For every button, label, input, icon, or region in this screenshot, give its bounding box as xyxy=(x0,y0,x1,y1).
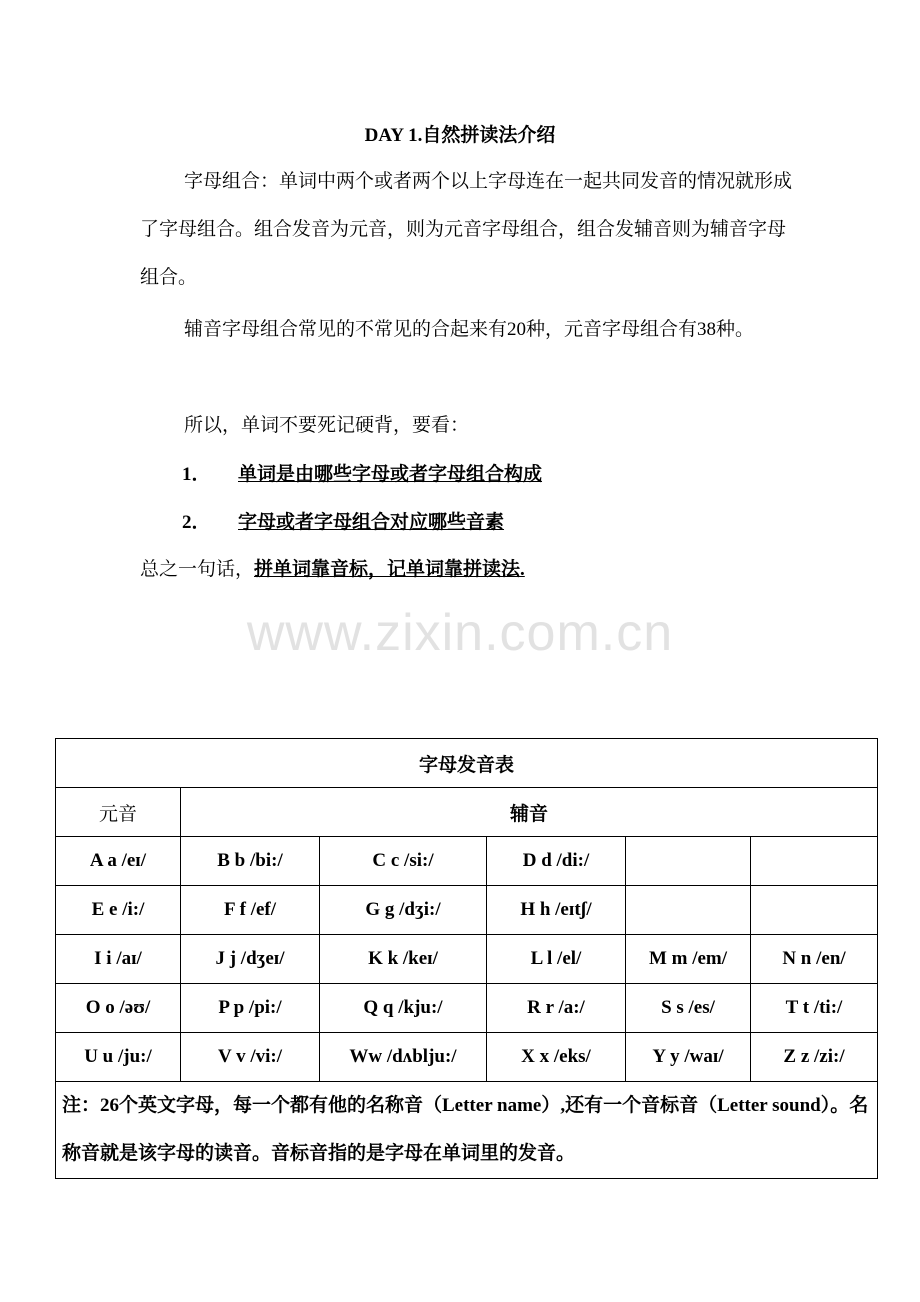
table-row xyxy=(56,1033,878,1082)
table-row xyxy=(56,788,878,837)
consonant-cell xyxy=(751,837,878,886)
consonant-cell: T t /ti:/ xyxy=(751,984,878,1033)
consonant-cell: N n /en/ xyxy=(751,935,878,984)
consonant-cell: Ww /dʌblju:/ xyxy=(320,1033,487,1082)
paragraph-so: 所以，单词不要死记硬背，要看： xyxy=(184,415,470,436)
paragraph-letter-combination: 字母组合：单词中两个或者两个以上字母连在一起共同发音的情况就形成了字母组合。组合发音为元音，则为元音字母组合，组合发辅音则为辅音字母组合。 xyxy=(140,171,793,288)
vowel-cell: O o /əʊ/ xyxy=(56,984,181,1033)
table-title: 字母发音表 xyxy=(56,739,878,788)
consonant-cell: S s /es/ xyxy=(626,984,751,1033)
list-text: 单词是由哪些字母或者字母组合构成 xyxy=(238,464,543,485)
consonant-cell: X x /eks/ xyxy=(487,1033,626,1082)
consonant-cell: V v /vi:/ xyxy=(181,1033,320,1082)
paragraph-combination-counts: 辅音字母组合常见的不常见的合起来有20种，元音字母组合有38种。 xyxy=(184,319,755,340)
alphabet-pronunciation-table xyxy=(55,738,878,1179)
consonant-cell: G g /dʒi:/ xyxy=(320,886,487,935)
summary-line xyxy=(140,558,525,582)
vowel-cell: E e /i:/ xyxy=(56,886,181,935)
summary-emphasis: 拼单词靠音标，记单词靠拼读法. xyxy=(254,559,525,580)
table-row xyxy=(56,935,878,984)
page-title: DAY 1.自然拼读法介绍 xyxy=(364,125,556,146)
consonant-cell: M m /em/ xyxy=(626,935,751,984)
table-row xyxy=(56,837,878,886)
table-row xyxy=(56,984,878,1033)
consonant-cell: D d /di:/ xyxy=(487,837,626,886)
vowel-header: 元音 xyxy=(56,788,181,837)
consonant-cell: F f /ef/ xyxy=(181,886,320,935)
list-text: 字母或者字母组合对应哪些音素 xyxy=(238,512,505,533)
list-number: 2． xyxy=(182,512,211,533)
consonant-cell: H h /eɪtʃ/ xyxy=(487,886,626,935)
consonant-cell xyxy=(751,886,878,935)
consonant-cell xyxy=(626,837,751,886)
table-row xyxy=(56,1082,878,1179)
consonant-cell: Y y /waɪ/ xyxy=(626,1033,751,1082)
consonant-cell: L l /el/ xyxy=(487,935,626,984)
consonant-cell: R r /a:/ xyxy=(487,984,626,1033)
consonant-cell: C c /si:/ xyxy=(320,837,487,886)
list-number: 1． xyxy=(182,464,211,485)
consonant-cell xyxy=(626,886,751,935)
summary-lead: 总之一句话， xyxy=(140,559,255,580)
table-row xyxy=(56,739,878,788)
consonant-cell: Z z /zi:/ xyxy=(751,1033,878,1082)
vowel-cell: A a /eɪ/ xyxy=(56,837,181,886)
consonant-header: 辅音 xyxy=(181,788,878,837)
consonant-cell: J j /dʒeɪ/ xyxy=(181,935,320,984)
list-item xyxy=(182,463,542,487)
watermark: www.zixin.com.cn xyxy=(246,604,674,662)
table-note: 注：26个英文字母，每一个都有他的名称音（Letter name）,还有一个音标音（Letter sound）。名称音就是该字母的读音。音标音指的是字母在单词里的发音。 xyxy=(56,1082,878,1179)
vowel-cell: I i /aɪ/ xyxy=(56,935,181,984)
vowel-cell: U u /ju:/ xyxy=(56,1033,181,1082)
table-row xyxy=(56,886,878,935)
consonant-cell: K k /keɪ/ xyxy=(320,935,487,984)
consonant-cell: Q q /kju:/ xyxy=(320,984,487,1033)
list-item xyxy=(182,511,504,535)
consonant-cell: B b /bi:/ xyxy=(181,837,320,886)
consonant-cell: P p /pi:/ xyxy=(181,984,320,1033)
